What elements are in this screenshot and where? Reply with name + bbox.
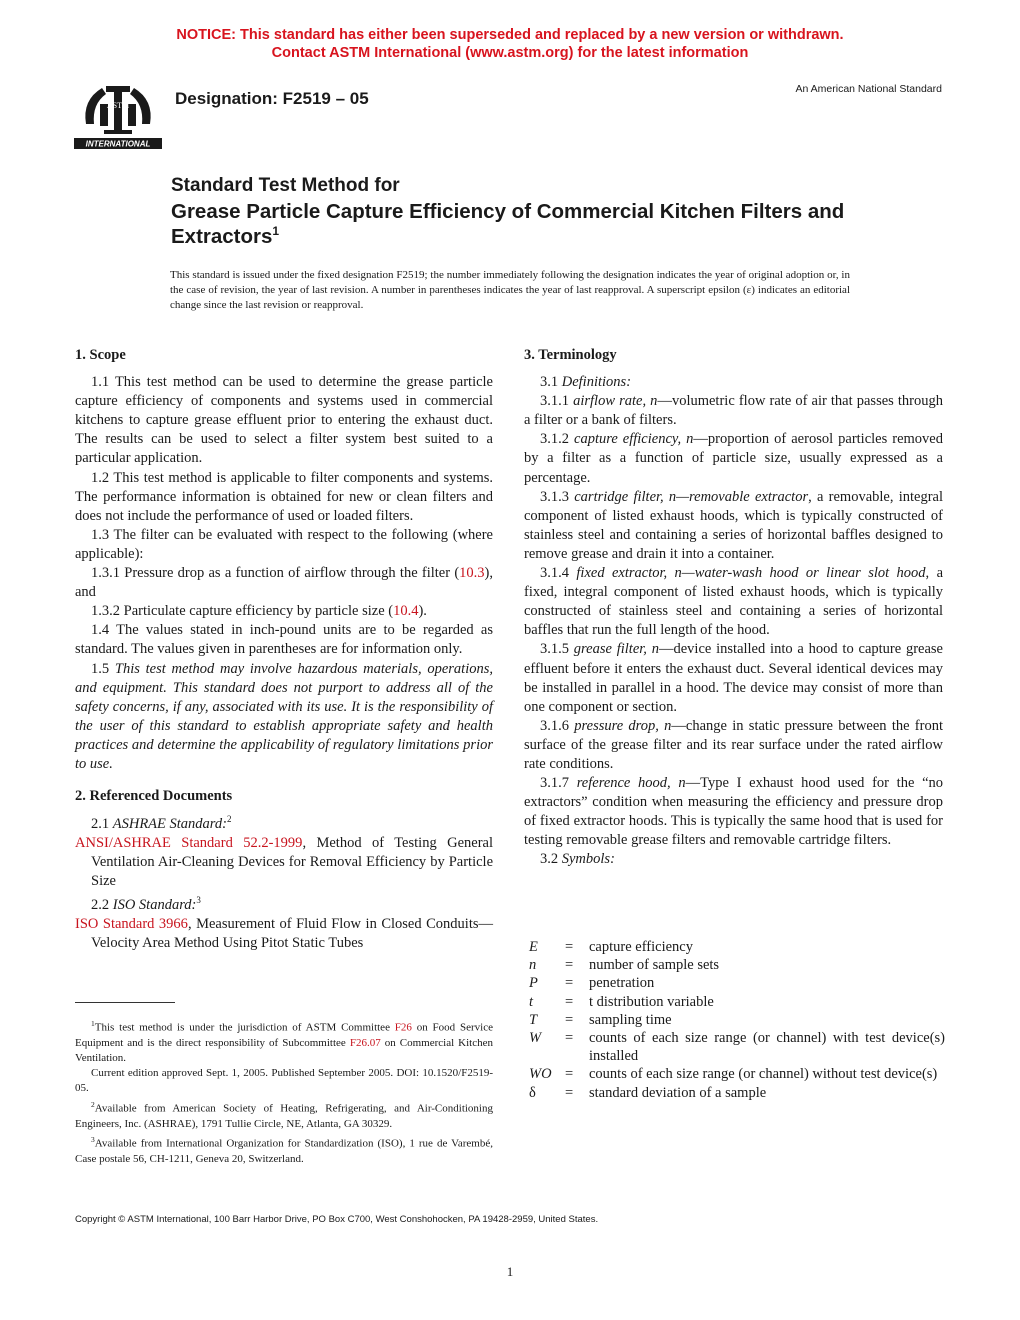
footnote-2: $^2$Available from American Society of Heating, Refrigerating, and Air-Conditioning Engineers, Inc. (ASHRAE), 1791 Tullie Circle, NE, Atlanta, GA 30329. (75, 1099, 493, 1130)
page-number: 1 (506, 1264, 514, 1279)
para-3-1: 3.1 Definitions: (540, 374, 632, 391)
link-10-4[interactable]: 10.4 (393, 603, 419, 620)
symbol-row: T = sampling time (529, 1011, 672, 1028)
section-3-heading: 3. Terminology (524, 347, 617, 363)
section-1-heading: 1. Scope (75, 347, 126, 363)
term-airflow-rate: 3.1.1 airflow rate, n—volumetric flow rate of air that passes through a filter or a bank of filters. (524, 393, 943, 429)
astm-logo (72, 78, 164, 150)
left-column (75, 346, 493, 953)
para-1-3-1: 1.3.1 Pressure drop as a function of airflow through the filter (10.3), and (75, 565, 493, 601)
symbol-row: E = capture efficiency (529, 939, 693, 955)
national-standard-label: An American National Standard (795, 83, 942, 95)
ashrae-reference: ANSI/ASHRAE Standard 52.2-1999, Method of Testing General Ventilation Air-Cleaning Devices for Removal Efficiency by Particle Size (75, 835, 493, 890)
para-1-3: 1.3 The filter can be evaluated with respect to the following (where applicable): (75, 526, 493, 562)
title-main (171, 199, 871, 249)
para-3-2: 3.2 Symbols: (540, 851, 615, 868)
footnote-divider (75, 1002, 175, 1003)
symbols-table (529, 938, 945, 1102)
title-line-2: Grease Particle Capture Efficiency of Commercial Kitchen Filters and Extractors (171, 200, 845, 248)
iso-reference: ISO Standard 3966, Measurement of Fluid Flow in Closed Conduits—Velocity Area Method Using Pitot Static Tubes (75, 916, 493, 952)
notice-banner (0, 26, 1020, 62)
para-1-1: 1.1 This test method can be used to determine the grease particle capture efficiency of components and systems used in commercial kitchens to capture grease effluent prior to entering the exhaust duct. The results can be used to select a filter system best suited to a particular application. (75, 374, 493, 467)
title-line-1: Standard Test Method for (171, 175, 400, 196)
symbol-row: P = penetration (529, 975, 655, 992)
logo-text: ASTM (106, 101, 130, 110)
link-ashrae-standard[interactable]: ANSI/ASHRAE Standard 52.2-1999 (75, 835, 303, 852)
right-column (524, 346, 943, 870)
intro-paragraph: This standard is issued under the fixed designation F2519; the number immediately following the designation indicates the year of original adoption or, in the case of revision, the year of last revision. A number in parentheses indicates the year of last reapproval. A superscript epsilon (ε) indicates an editorial change since the last revision or reapproval. (170, 269, 850, 312)
footnotes (75, 1016, 493, 1167)
link-f26-07[interactable]: F26.07 (349, 1036, 381, 1049)
symbol-row: W = counts of each size range (or channel) with test device(s) installed (529, 1030, 945, 1065)
logo-subtext: INTERNATIONAL (85, 139, 151, 149)
notice-line-2: Contact ASTM International (www.astm.org) for the latest information (271, 45, 749, 61)
symbol-row: δ = standard deviation of a sample (529, 1084, 767, 1101)
designation: Designation: F2519 – 05 (175, 89, 369, 108)
para-2-1: 2.1 ASHRAE Standard:$^2$ (91, 814, 232, 832)
section-2-heading: 2. Referenced Documents (75, 788, 233, 805)
footnote-3: $^3$Available from International Organization for Standardization (ISO), 1 rue de Varembé, Case postale 56, CH-1211, Geneva 20, Switzerland. (75, 1134, 493, 1165)
footnote-1: $^1$This test method is under the jurisdiction of ASTM Committee F26 on Food Service Equipment and is the direct responsibility of Subcommittee F26.07 on Commercial Kitchen Ventilation. (75, 1019, 493, 1065)
link-f26[interactable]: F26 (394, 1021, 412, 1034)
footnote-1-edition: Current edition approved Sept. 1, 2005. Published September 2005. DOI: 10.1520/F2519-05. (75, 1067, 493, 1095)
notice-line-1: NOTICE: This standard has either been superseded and replaced by a new version or withdrawn. (176, 27, 844, 43)
para-1-3-2: 1.3.2 Particulate capture efficiency by particle size (10.4). (91, 603, 427, 620)
term-fixed-extractor: 3.1.4 fixed extractor, n—water-wash hood or linear slot hood, a fixed, integral component of listed exhaust hoods, which is typically constructed of stainless steel and containing a series of horizontal baffles that run the full length of the hood. (524, 565, 944, 639)
title-footnote-mark: 1 (272, 224, 280, 239)
term-capture-efficiency: 3.1.2 capture efficiency, n—proportion of aerosol particles removed by a filter as a function of particle size, usually expressed as a percentage. (524, 431, 943, 486)
term-cartridge-filter: 3.1.3 cartridge filter, n—removable extractor, a removable, integral component of listed exhaust hoods, which is typically constructed of stainless steel and containing a series of horizontal baffles designed to remove grease and drain it into a container. (524, 488, 943, 562)
para-1-4: 1.4 The values stated in inch-pound units are to be regarded as standard. The values given in parentheses are for information only. (75, 622, 493, 658)
term-pressure-drop: 3.1.6 pressure drop, n—change in static pressure between the front surface of the grease filter and its rear surface under the rated airflow rate conditions. (524, 717, 943, 772)
link-10-3[interactable]: 10.3 (459, 565, 485, 582)
copyright-line: Copyright © ASTM International, 100 Barr Harbor Drive, PO Box C700, West Conshohocken, PA 19428-2959, United States. (75, 1214, 599, 1225)
symbol-row: t = t distribution variable (529, 993, 714, 1010)
symbol-row: WO = counts of each size range (or channel) without test device(s) (529, 1066, 938, 1083)
term-reference-hood: 3.1.7 reference hood, n—Type I exhaust hood used for the “no extractors” condition when measuring the efficiency and pressure drop of fixed extractor hoods. This is typically the same hood that is used for testing removable grease filters and removable cartridge filters. (524, 775, 944, 849)
link-iso-standard[interactable]: ISO Standard 3966 (75, 916, 188, 933)
term-grease-filter: 3.1.5 grease filter, n—device installed into a hood to capture grease effluent before it enters the exhaust duct. Several identical devices may be installed in parallel in a hood. The device may consist of more than one component or section. (524, 641, 943, 715)
para-1-5: 1.5 This test method may involve hazardous materials, operations, and equipment. This standard does not purport to address all of the safety concerns, if any, associated with its use. It is the responsibility of the user of this standard to establish appropriate safety and health practices and determine the applicability of regulatory limitations prior to use. (75, 660, 493, 772)
symbol-row: n = number of sample sets (529, 957, 720, 974)
para-1-2: 1.2 This test method is applicable to filter components and systems. The performance information is obtained for new or clean filters and does not include the performance of used or loaded filters. (75, 469, 493, 524)
para-2-2: 2.2 ISO Standard:$^3$ (91, 895, 201, 914)
